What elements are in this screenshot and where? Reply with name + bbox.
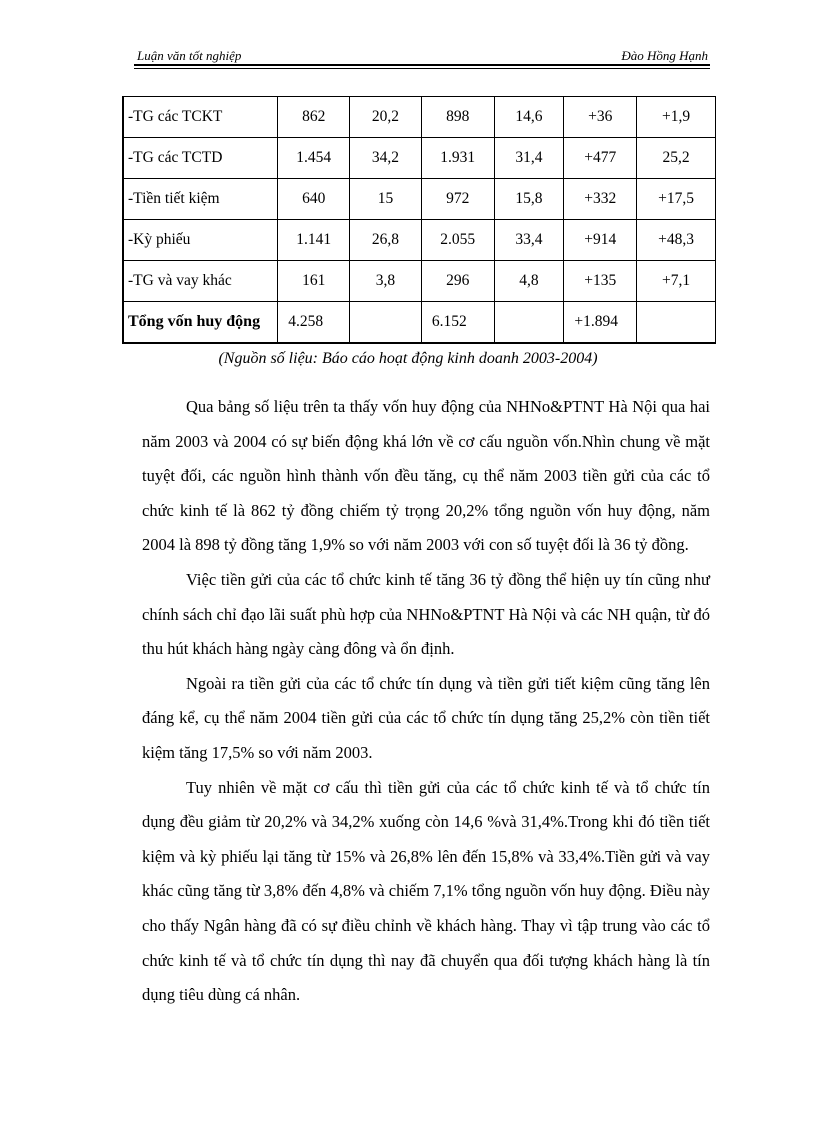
total-change-percent [637, 302, 716, 344]
table-row [123, 138, 716, 179]
total-2003-amount: 4.258 [278, 302, 350, 344]
capital-mobilization-table [122, 96, 716, 344]
total-2003-share [350, 302, 422, 344]
cell-2003-share: 26,8 [350, 220, 422, 261]
table-total-row [123, 302, 716, 344]
cell-2004-amount: 1.931 [421, 138, 494, 179]
header-rule-thin [134, 68, 710, 69]
cell-2004-amount: 898 [421, 97, 494, 138]
table-row [123, 261, 716, 302]
cell-2004-share: 15,8 [494, 179, 564, 220]
cell-2004-share: 14,6 [494, 97, 564, 138]
total-2004-amount: 6.152 [421, 302, 494, 344]
cell-change-percent: 25,2 [637, 138, 716, 179]
cell-2003-amount: 640 [278, 179, 350, 220]
cell-2004-share: 4,8 [494, 261, 564, 302]
paragraph: Việc tiền gửi của các tổ chức kinh tế tăng 36 tỷ đồng thể hiện uy tín cũng như chính sách chỉ đạo lãi suất phù hợp của NHNo&PTNT Hà Nội và các NH quận, từ đó thu hút khách hàng ngày càng đông và ổn định. [142, 569, 710, 659]
cell-2004-amount: 2.055 [421, 220, 494, 261]
cell-change-percent: +7,1 [637, 261, 716, 302]
table-source-caption: (Nguồn số liệu: Báo cáo hoạt động kinh doanh 2003-2004) [218, 350, 598, 367]
cell-change-percent: +17,5 [637, 179, 716, 220]
cell-change-percent: +48,3 [637, 220, 716, 261]
cell-change-amount: +332 [564, 179, 637, 220]
paragraph: Ngoài ra tiền gửi của các tổ chức tín dụng và tiền gửi tiết kiệm cũng tăng lên đáng kể, cụ thể năm 2004 tiền gửi của các tổ chức tín dụng tăng 25,2% còn tiền tiết kiệm tăng 17,5% so với năm 2003. [142, 673, 710, 762]
row-label: -Tiền tiết kiệm [123, 179, 278, 220]
analysis-text [142, 390, 710, 1013]
cell-change-amount: +477 [564, 138, 637, 179]
cell-2003-share: 3,8 [350, 261, 422, 302]
cell-change-amount: +914 [564, 220, 637, 261]
cell-2003-share: 15 [350, 179, 422, 220]
table-row [123, 220, 716, 261]
total-2004-share [494, 302, 564, 344]
cell-2003-amount: 161 [278, 261, 350, 302]
cell-change-amount: +135 [564, 261, 637, 302]
cell-2003-share: 34,2 [350, 138, 422, 179]
cell-change-amount: +36 [564, 97, 637, 138]
cell-2004-amount: 972 [421, 179, 494, 220]
cell-2003-amount: 1.141 [278, 220, 350, 261]
cell-2004-share: 31,4 [494, 138, 564, 179]
cell-change-percent: +1,9 [637, 97, 716, 138]
row-label: -TG các TCKT [123, 97, 278, 138]
cell-2004-amount: 296 [421, 261, 494, 302]
cell-2003-share: 20,2 [350, 97, 422, 138]
page-header [134, 45, 710, 67]
total-change-amount: +1.894 [564, 302, 637, 344]
row-label: -TG các TCTD [123, 138, 278, 179]
row-label: -TG và vay khác [123, 261, 278, 302]
total-label: Tổng vốn huy động [123, 302, 278, 344]
cell-2003-amount: 1.454 [278, 138, 350, 179]
cell-2003-amount: 862 [278, 97, 350, 138]
table-row [123, 97, 716, 138]
paragraph: Tuy nhiên về mặt cơ cấu thì tiền gửi của các tổ chức kinh tế và tổ chức tín dụng đều giảm từ 20,2% và 34,2% xuống còn 14,6 %và 31,4%.Trong khi đó tiền tiết kiệm và kỳ phiếu lại tăng từ 15% và 26,8% lên đến 15,8% và 33,4%.Tiền gửi và vay khác cũng tăng từ 3,8% đến 4,8% và chiếm 7,1% tổng nguồn vốn huy động. Điều này cho thấy Ngân hàng đã có sự điều chỉnh về khách hàng. Thay vì tập trung vào các tổ chức kinh tế và tổ chức tín dụng thì nay đã chuyển qua đối tượng khách hàng là tín dụng tiêu dùng cá nhân. [142, 777, 710, 1005]
header-rule-thick [134, 64, 710, 66]
paragraph: Qua bảng số liệu trên ta thấy vốn huy động của NHNo&PTNT Hà Nội qua hai năm 2003 và 2004 có sự biến động khá lớn về cơ cấu nguồn vốn.Nhìn chung về mặt tuyệt đối, các nguồn hình thành vốn đều tăng, cụ thể năm 2003 tiền gửi của các tổ chức kinh tế là 862 tỷ đồng chiếm tỷ trọng 20,2% tổng nguồn vốn huy động, năm 2004 là 898 tỷ đồng tăng 1,9% so với năm 2003 với con số tuyệt đối là 36 tỷ đồng. [142, 397, 710, 555]
header-thesis-title: Luận văn tốt nghiệp [137, 48, 242, 63]
row-label: -Kỳ phiếu [123, 220, 278, 261]
table-row [123, 179, 716, 220]
header-author-name: Đào Hồng Hạnh [621, 48, 708, 63]
cell-2004-share: 33,4 [494, 220, 564, 261]
